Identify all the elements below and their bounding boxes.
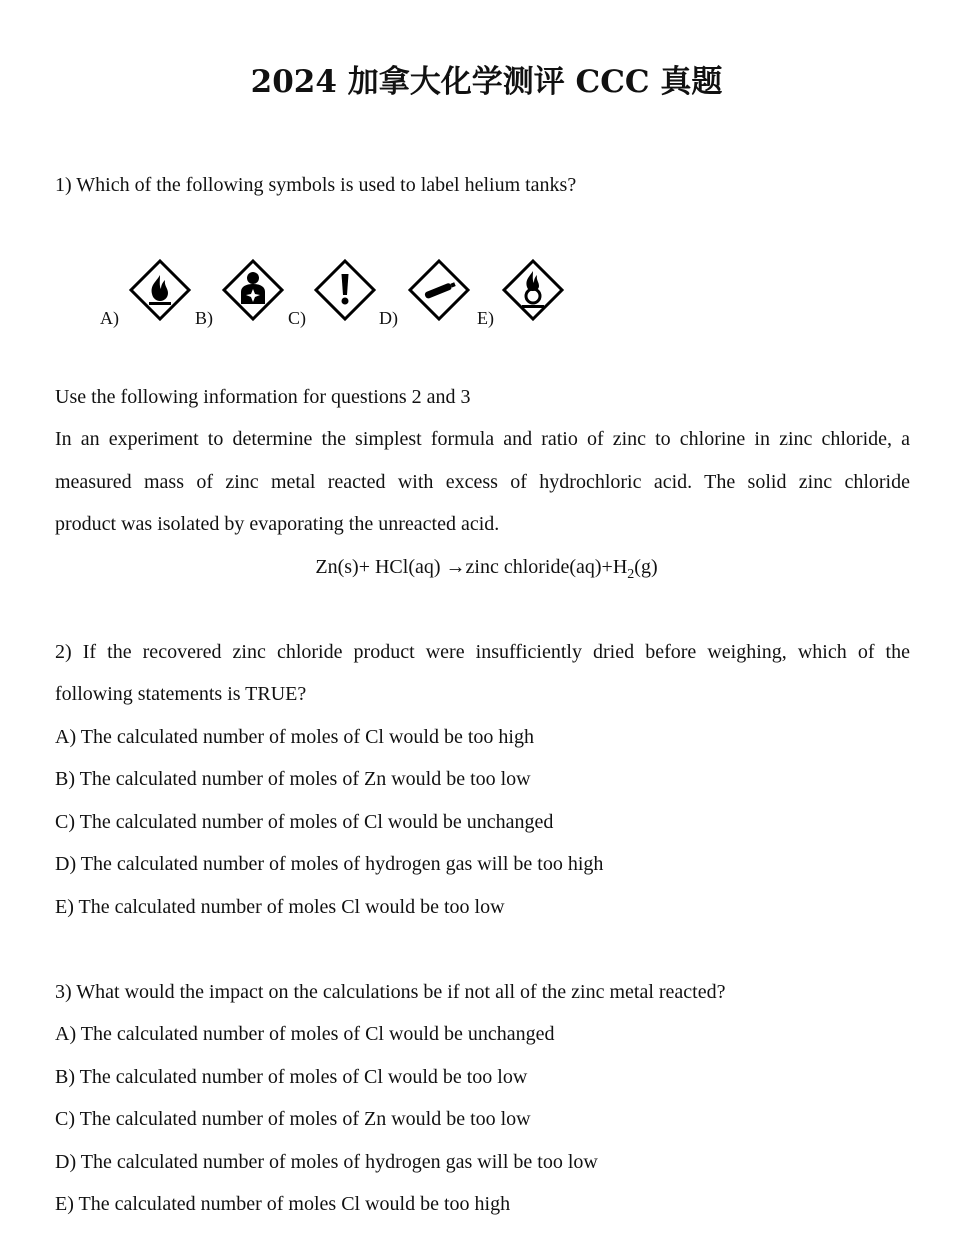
question-1-text: 1) Which of the following symbols is used to label helium tanks? bbox=[55, 174, 577, 196]
q3-option-c: C) The calculated number of moles of Zn would be too low bbox=[55, 1108, 531, 1130]
exclamation-mark-pictogram-icon bbox=[313, 258, 377, 322]
q3-option-e: E) The calculated number of moles Cl would be too high bbox=[55, 1193, 511, 1215]
q2-option-a: A) The calculated number of moles of Cl would be too high bbox=[55, 726, 534, 748]
equation-end: (g) bbox=[634, 556, 658, 578]
gas-cylinder-pictogram-icon bbox=[407, 258, 471, 322]
q3-option-a: A) The calculated number of moles of Cl would be unchanged bbox=[55, 1023, 555, 1045]
info-intro: Use the following information for questions 2 and 3 bbox=[55, 386, 471, 408]
info-paragraph-line-1: In an experiment to determine the simplest formula and ratio of zinc to chlorine in zinc chloride, a bbox=[55, 428, 910, 450]
q2-option-d: D) The calculated number of moles of hydrogen gas will be too high bbox=[55, 853, 604, 875]
question-2-text-line-1: 2) If the recovered zinc chloride product were insufficiently dried before weighing, which of the bbox=[55, 641, 910, 663]
q3-option-d: D) The calculated number of moles of hydrogen gas will be too low bbox=[55, 1151, 598, 1173]
health-hazard-pictogram-icon bbox=[221, 258, 285, 322]
flame-pictogram-icon bbox=[128, 258, 192, 322]
info-paragraph-line-3: product was isolated by evaporating the unreacted acid. bbox=[55, 513, 500, 535]
q2-option-b: B) The calculated number of moles of Zn would be too low bbox=[55, 768, 531, 790]
equation-subscript: 2 bbox=[627, 567, 635, 582]
q1-option-a-label: A) bbox=[100, 308, 119, 328]
q1-option-d-label: D) bbox=[379, 308, 398, 328]
q1-option-b-label: B) bbox=[195, 308, 213, 328]
flame-over-circle-pictogram-icon bbox=[501, 258, 565, 322]
q1-option-c-label: C) bbox=[288, 308, 306, 328]
page-title: 2024 加拿大化学测评 CCC 真题 bbox=[250, 64, 723, 100]
q3-option-b: B) The calculated number of moles of Cl would be too low bbox=[55, 1066, 528, 1088]
q1-option-e-label: E) bbox=[477, 308, 494, 328]
q2-option-e: E) The calculated number of moles Cl would be too low bbox=[55, 896, 505, 918]
equation-main: Zn(s)+ HCl(aq) →zinc chloride(aq)+H bbox=[315, 556, 628, 578]
question-3-text: 3) What would the impact on the calculations be if not all of the zinc metal reacted? bbox=[55, 981, 726, 1003]
question-2-text-line-2: following statements is TRUE? bbox=[55, 683, 307, 705]
reaction-equation bbox=[0, 556, 973, 583]
q2-option-c: C) The calculated number of moles of Cl would be unchanged bbox=[55, 811, 554, 833]
info-paragraph-line-2: measured mass of zinc metal reacted with excess of hydrochloric acid. The solid zinc chloride bbox=[55, 471, 910, 493]
